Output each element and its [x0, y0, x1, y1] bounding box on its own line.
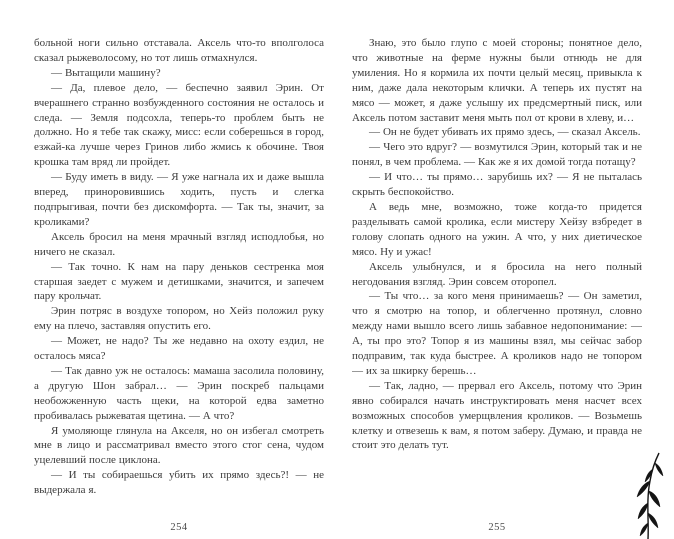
paragraph: — Так давно уж не осталось: мамаша засолила половину, а другую Шон забрал… — Эрин поскреб пальцами необожженную часть щеки, на которой едва заметно пробивалась рыжеватая щетина. — А что? — [34, 364, 324, 422]
paragraph: — И ты собираешься убить их прямо здесь?! — не выдержала я. — [34, 469, 324, 497]
paragraph: Знаю, это было глупо с моей стороны; понятное дело, что животные на ферме нужны были отнюдь не для умиления. Но я кормила их почти целый месяц, привыкла к ним, даже дала некоторым клички. А теперь их пустят на мясо — может, я даже услышу их предсмертный писк, или Аксель потом заставит меня мыть пол от крови в хлеву, и… — [352, 37, 642, 124]
paragraph: — Так точно. К нам на пару деньков сестренка моя старшая заедет с мужем и детишками, значится, и запечем пару крольчат. — [34, 260, 324, 303]
page-number-left: 254 — [170, 522, 188, 533]
paragraph: больной ноги сильно отставала. Аксель что-то вполголоса сказал рыжеволосому, но тот лишь отмахнулся. — [34, 37, 324, 64]
paragraph: Аксель улыбнулся, и я бросила на него полный негодования взгляд. Эрин совсем оторопел. — [352, 260, 642, 288]
paragraph: — Может, не надо? Ты же недавно на охоту ездил, не осталось мяса? — [34, 335, 324, 363]
paragraph: — Ты что… за кого меня принимаешь? — Он заметил, что я смотрю на топор, и облегченно протянул, словно между нами вышло всего лишь забавное недопонимание: — А, ты про это? Топор я из машины взял, мы сейчас забор подправим, так куда быстрее. А кроликов надо не топором — их за шкирку берешь… — [352, 290, 642, 377]
paragraph: Аксель бросил на меня мрачный взгляд исподлобья, но ничего не сказал. — [34, 230, 324, 258]
paragraph: — Вытащили машину? — [51, 66, 161, 79]
paragraph: Я умоляюще глянула на Акселя, но он избегал смотреть мне в лицо и рассматривал вместо этого стог сена, чудом уцелевший после циклона. — [34, 424, 324, 467]
paragraph: — Буду иметь в виду. — Я уже нагнала их и даже вышла вперед, приноровившись ходить, пусть и слегка подпрыгивая, почти без дискомфорта. — Так ты, значит, за кроликами? — [34, 171, 324, 228]
paragraph: Эрин потряс в воздухе топором, но Хейз положил руку ему на плечо, заставляя опустить его. — [34, 305, 324, 333]
paragraph: А ведь мне, возможно, тоже когда-то придется разделывать самой кролика, если мистеру Хейзу взбредет в голову слопать одного на ужин. А что, у них диетическое мясо. Ну и ужас! — [352, 200, 642, 258]
paragraph: — Он не будет убивать их прямо здесь, — сказал Аксель. — [369, 126, 641, 139]
paragraph: — И что… ты прямо… зарубишь их? — Я не пыталась скрыть беспокойство. — [352, 171, 642, 199]
page-number-right: 255 — [488, 522, 506, 533]
paragraph: — Так, ладно, — прервал его Аксель, потому что Эрин явно собирался начать инструктировать меня насчет всех возможных способов умерщвления кроликов. — Возьмешь клетку и отвезешь к вам, я потом заберу. Думаю, и правда не стоит это делать тут. — [352, 379, 642, 452]
page-left — [34, 36, 324, 514]
page-right — [352, 36, 642, 514]
paragraph: — Чего это вдруг? — возмутился Эрин, который так и не понял, в чем проблема. — Как же я их домой тогда потащу? — [352, 141, 642, 169]
paragraph: — Да, плевое дело, — беспечно заявил Эрин. От вчерашнего странно возбужденного состояния не осталось и следа. — Земля подсохла, теперь-то проблем быть не должно. Но я тебе так скажу, мисс: если соберешься в город, езжай-ка лучше через Гринов либо жмись к обочине. Твоя крошка там вряд ли пройдет. — [34, 81, 324, 169]
feather-decoration-icon — [629, 451, 667, 539]
